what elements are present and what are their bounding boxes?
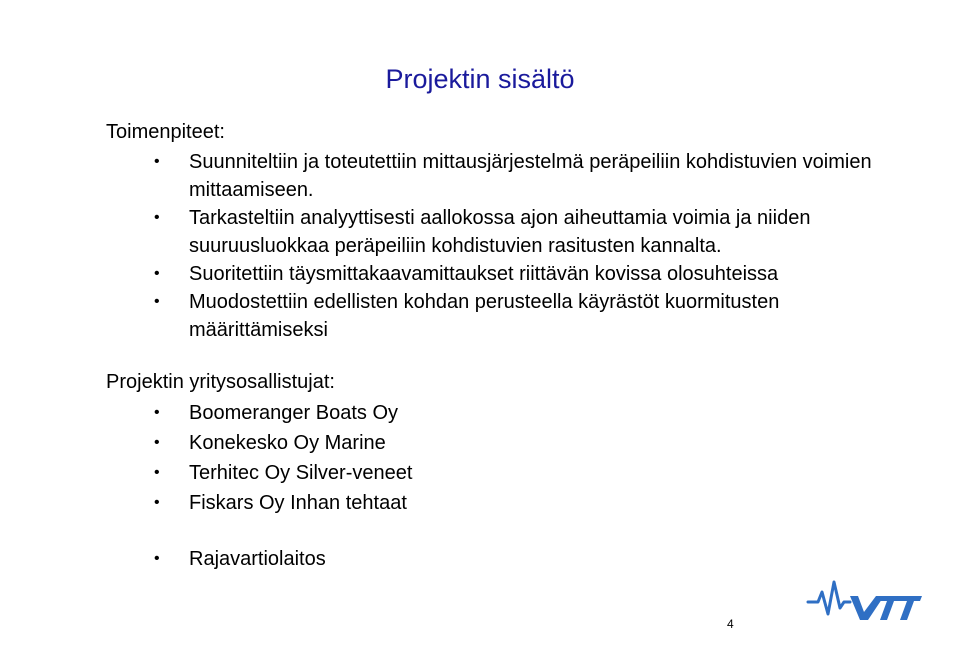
page-number: 4 [727, 617, 734, 631]
partners-heading: Projektin yritysosallistujat: [106, 371, 335, 393]
list-item: • Boomeranger Boats Oy [106, 398, 909, 428]
list-item: • Fiskars Oy Inhan tehtaat [106, 488, 909, 518]
bullet-icon: • [154, 265, 160, 282]
bullet-icon: • [154, 494, 160, 511]
list-item: • Tarkasteltiin analyyttisesti aallokossa ajon aiheuttamia voimia ja niiden suuruusluokkaa peräpeiliin kohdistuvien rasitusten kannalta. [106, 204, 909, 260]
bullet-icon: • [154, 464, 160, 481]
extra-partner-list [106, 544, 909, 574]
bullet-icon: • [154, 404, 160, 421]
actions-heading: Toimenpiteet: [106, 121, 225, 143]
vtt-logo-icon [806, 578, 922, 624]
bullet-icon: • [154, 153, 160, 170]
list-item: • Suoritettiin täysmittakaavamittaukset riittävän kovissa olosuhteissa [106, 260, 909, 288]
list-item: • Terhitec Oy Silver-veneet [106, 458, 909, 488]
list-item: • Muodostettiin edellisten kohdan perusteella käyrästöt kuormitusten määrittämiseksi [106, 288, 909, 344]
actions-list [106, 148, 909, 344]
list-item: • Rajavartiolaitos [106, 544, 909, 574]
bullet-icon: • [154, 293, 160, 310]
bullet-icon: • [154, 434, 160, 451]
partners-list [106, 398, 909, 518]
slide-title-text: Projektin sisältö [385, 64, 575, 94]
slide-title [0, 64, 960, 95]
bullet-icon: • [154, 550, 160, 567]
list-item: • Suunniteltiin ja toteutettiin mittausjärjestelmä peräpeiliin kohdistuvien voimien mittaamiseen. [106, 148, 909, 204]
list-item: • Konekesko Oy Marine [106, 428, 909, 458]
bullet-icon: • [154, 209, 160, 226]
